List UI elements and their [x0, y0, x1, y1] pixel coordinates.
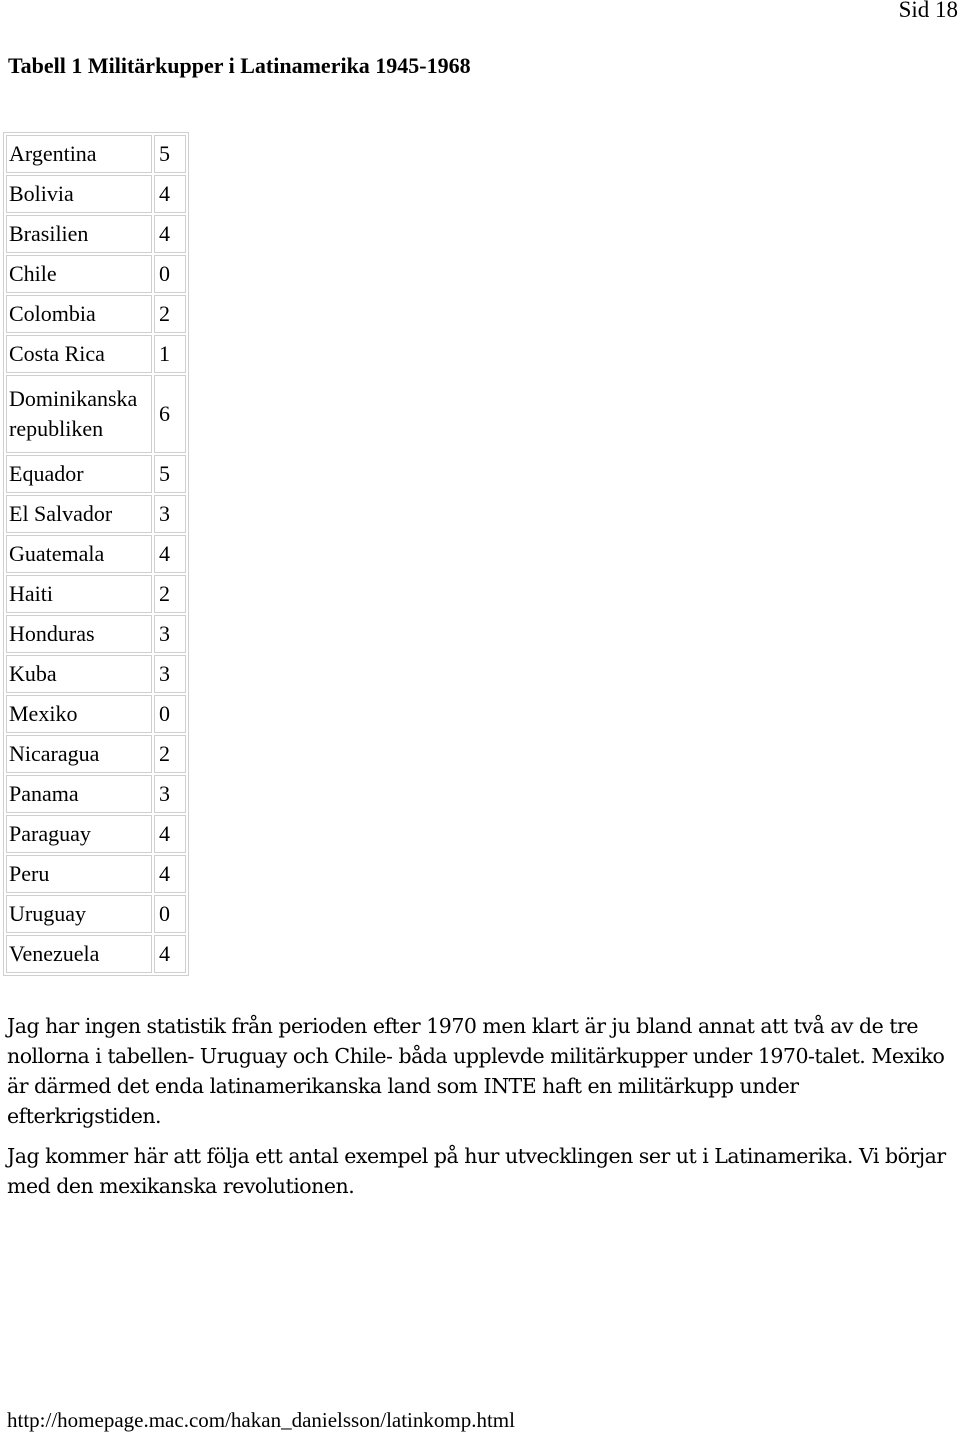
table-row: [6, 255, 186, 293]
coup-count-cell: 4: [154, 175, 186, 213]
coup-count-cell: 4: [154, 535, 186, 573]
table-row: [6, 175, 186, 213]
page-number: Sid 18: [898, 0, 958, 22]
coup-count-cell: 3: [154, 775, 186, 813]
country-cell: Argentina: [6, 135, 152, 173]
table-row: [6, 735, 186, 773]
coup-count-cell: 0: [154, 695, 186, 733]
coup-count-cell: 2: [154, 295, 186, 333]
coup-count-cell: 2: [154, 735, 186, 773]
table-row: [6, 615, 186, 653]
country-cell: El Salvador: [6, 495, 152, 533]
country-cell: Haiti: [6, 575, 152, 613]
coup-count-cell: 0: [154, 895, 186, 933]
country-cell: Paraguay: [6, 815, 152, 853]
country-cell: Venezuela: [6, 935, 152, 973]
country-cell: Nicaragua: [6, 735, 152, 773]
table-row: [6, 695, 186, 733]
coup-count-cell: 0: [154, 255, 186, 293]
coup-count-cell: 4: [154, 935, 186, 973]
body-paragraph: Jag kommer här att följa ett antal exempel på hur utvecklingen ser ut i Latinamerika. Vi börjar med den mexikanska revolutionen.: [7, 1144, 946, 1198]
table-row: [6, 855, 186, 893]
table-row: [6, 935, 186, 973]
table-row: [6, 535, 186, 573]
country-cell: Colombia: [6, 295, 152, 333]
country-cell: Brasilien: [6, 215, 152, 253]
table-row: [6, 295, 186, 333]
table-row: [6, 455, 186, 493]
country-cell: Uruguay: [6, 895, 152, 933]
table-row: [6, 895, 186, 933]
coup-count-cell: 4: [154, 215, 186, 253]
coup-count-cell: 2: [154, 575, 186, 613]
coup-count-cell: 3: [154, 615, 186, 653]
table-row: [6, 655, 186, 693]
coup-count-cell: 3: [154, 495, 186, 533]
table-row: [6, 375, 186, 453]
country-cell: Honduras: [6, 615, 152, 653]
country-cell: Chile: [6, 255, 152, 293]
country-cell: Peru: [6, 855, 152, 893]
coup-count-cell: 5: [154, 455, 186, 493]
table-row: [6, 775, 186, 813]
country-cell: Mexiko: [6, 695, 152, 733]
footer-url: http://homepage.mac.com/hakan_danielsson/latinkomp.html: [7, 1408, 515, 1432]
country-cell: Costa Rica: [6, 335, 152, 373]
coup-count-cell: 4: [154, 855, 186, 893]
table-title: Tabell 1 Militärkupper i Latinamerika 1945-1968: [8, 53, 471, 78]
country-cell: Kuba: [6, 655, 152, 693]
body-paragraph: Jag har ingen statistik från perioden efter 1970 men klart är ju bland annat att två av de tre nollorna i tabellen- Uruguay och Chile- båda upplevde militärkupper under 1970-talet. Mexiko är därmed det enda latinamerikanska land som INTE haft en militärkupp under efterkrigstiden.: [7, 1014, 945, 1128]
country-cell: Equador: [6, 455, 152, 493]
table-row: [6, 335, 186, 373]
country-cell: Guatemala: [6, 535, 152, 573]
coup-count-cell: 6: [154, 375, 186, 453]
coup-count-cell: 3: [154, 655, 186, 693]
country-cell: Panama: [6, 775, 152, 813]
country-cell: Bolivia: [6, 175, 152, 213]
coup-count-cell: 4: [154, 815, 186, 853]
military-coups-table: [3, 132, 189, 976]
table-row: [6, 815, 186, 853]
country-cell: Dominikanska republiken: [6, 375, 152, 453]
table-row: [6, 495, 186, 533]
coup-count-cell: 5: [154, 135, 186, 173]
table-row: [6, 135, 186, 173]
coup-count-cell: 1: [154, 335, 186, 373]
table-row: [6, 575, 186, 613]
table-row: [6, 215, 186, 253]
